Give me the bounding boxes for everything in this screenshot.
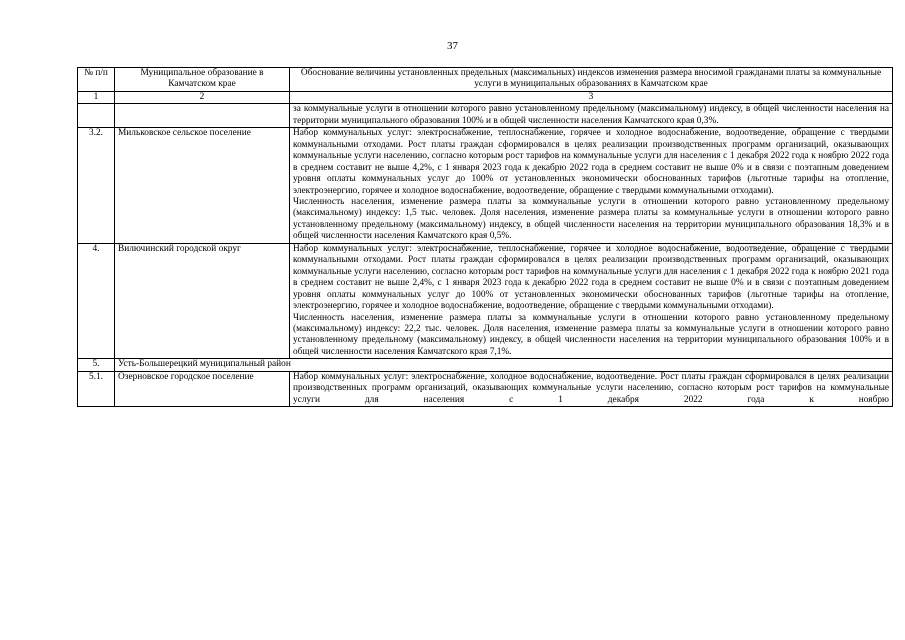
- row-justification: [290, 371, 893, 406]
- table-row: [78, 243, 893, 359]
- justification-paragraph: Численность населения, изменение размера платы за коммунальные услуги в отношении которого равно установленному предельному (максимальному) индексу: 1,5 тыс. человек. Доля населения, изменение размера платы за коммунальные услуги в отношении которого равно установленному предельному (максимальному) индексу, в общей численности населения на территории муниципального образования 18,3% и в общей численности населения Камчатского края 0,5%.: [293, 196, 889, 242]
- column-number: 1: [78, 91, 115, 103]
- header-number: № п/п: [78, 68, 115, 92]
- row-municipality: [115, 104, 290, 128]
- row-municipality: Вилючинский городской округ: [115, 243, 290, 359]
- header-justification: Обоснование величины установленных предельных (максимальных) индексов изменения размера вносимой гражданами платы за коммунальные услуги в муниципальных образованиях в Камчатском крае: [290, 68, 893, 92]
- row-number: [78, 104, 115, 128]
- column-number: 2: [115, 91, 290, 103]
- row-number: 4.: [78, 243, 115, 359]
- tariff-justification-table: [77, 67, 893, 407]
- section-row: [78, 359, 893, 371]
- row-number: 5.1.: [78, 371, 115, 406]
- column-number: 3: [290, 91, 893, 103]
- justification-paragraph: Набор коммунальных услуг: электроснабжение, холодное водоснабжение, водоотведение. Рост платы граждан сформировался в целях реализации производственных программ организаций, оказывающих коммунальные услуги населению, согласно которым рост тарифов на коммунальные услуги для населения с 1 декабря 2022 года к ноябрю: [293, 371, 889, 405]
- column-number-row: [78, 91, 893, 103]
- section-title: Усть-Большерецкий муниципальный район: [115, 359, 893, 371]
- table-row: [78, 371, 893, 406]
- section-number: 5.: [78, 359, 115, 371]
- row-municipality: Озерновское городское поселение: [115, 371, 290, 406]
- row-municipality: Мильковское сельское поселение: [115, 128, 290, 244]
- justification-paragraph: Набор коммунальных услуг: электроснабжение, теплоснабжение, горячее и холодное водоснабжение, водоотведение, обращение с твердыми коммунальными отходами. Рост платы граждан сформировался в целях реализации производственных программ организаций, оказывающих коммунальные услуги населению, согласно которым рост тарифов на коммунальные услуги для населения с 1 декабря 2022 года к ноябрю 2021 года в среднем составит не выше 2,4%, с 1 января 2023 года к декабрю 2022 года в среднем составит не выше 0% и в связи с поэтапным доведением уровня оплаты коммунальных услуг до 100% от установленных экономически обоснованных тарифов (льготные тарифы на отопление, электроэнергию, горячее и холодное водоснабжение, водоотведение, обращение с твердыми коммунальными отходами).: [293, 243, 889, 312]
- justification-paragraph: Набор коммунальных услуг: электроснабжение, теплоснабжение, горячее и холодное водоснабжение, водоотведение, обращение с твердыми коммунальными отходами. Рост платы граждан сформировался в целях реализации производственных программ организаций, оказывающих коммунальные услуги населению, согласно которым рост тарифов на коммунальные услуги для населения с 1 декабря 2022 года к ноябрю 2022 года в среднем составит не выше 4,2%, с 1 января 2023 года к декабрю 2022 года в среднем составит не выше 0% и в связи с поэтапным доведением уровня оплаты коммунальных услуг до 100% от установленных экономически обоснованных тарифов (льготные тарифы на отопление, электроэнергию, горячее и холодное водоснабжение, водоотведение, обращение с твердыми коммунальными отходами).: [293, 128, 889, 196]
- header-municipality: Муниципальное образование в Камчатском крае: [115, 68, 290, 92]
- row-justification: [290, 104, 893, 128]
- row-justification: [290, 243, 893, 359]
- row-number: 3.2.: [78, 128, 115, 244]
- page-number: 37: [447, 40, 458, 52]
- justification-paragraph: Численность населения, изменение размера платы за коммунальные услуги в отношении которого равно установленному предельному (максимальному) индексу: 22,2 тыс. человек. Доля населения, изменение размера платы за коммунальные услуги в отношении которого равно установленному предельному (максимальному) индексу, в общей численности населения на территории муниципального образования 100% и в общей численности населения Камчатского края 7,1%.: [293, 312, 889, 357]
- row-justification: [290, 128, 893, 244]
- table-row: [78, 128, 893, 244]
- table-header-row: [78, 68, 893, 92]
- table-row: [78, 104, 893, 128]
- justification-paragraph: за коммунальные услуги в отношении которого равно установленному предельному (максимальному) индексу, в общей численности населения на территории муниципального образования 100% и в общей численности населения Камчатского края 0,3%.: [293, 104, 889, 126]
